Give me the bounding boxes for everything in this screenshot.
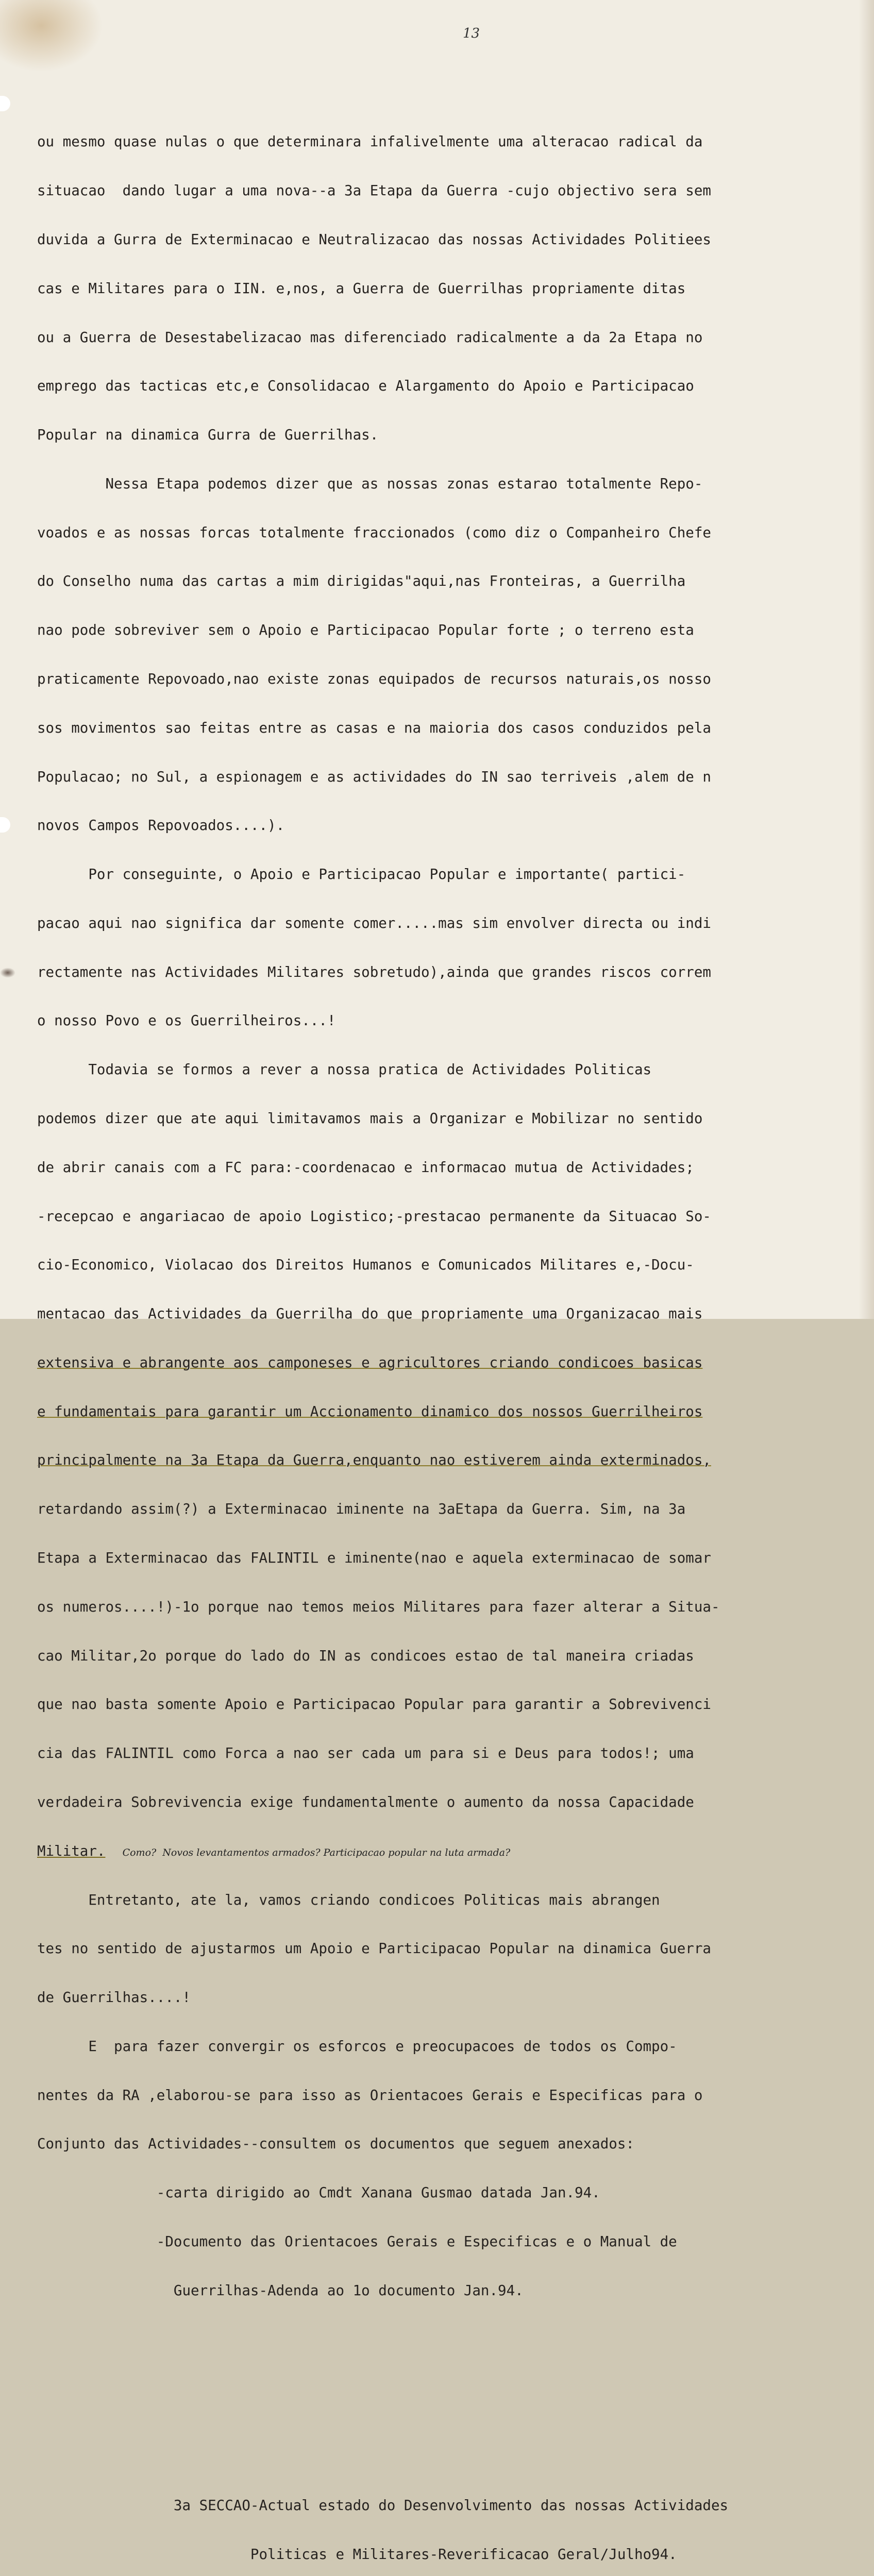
heading-line: Politicas e Militares-Reverificacao Geral/Julho94. (37, 2546, 677, 2563)
underlined-text-line: e fundamentais para garantir um Accionamento dinamico dos nossos Guerrilheiros (37, 1403, 703, 1420)
text-line: o nosso Povo e os Guerrilheiros...! (37, 1012, 336, 1029)
handwritten-note: Como? Novos levantamentos armados? Participacao popular na luta armada? (122, 1846, 511, 1858)
text-line: Populacao; no Sul, a espionagem e as actividades do IN sao terriveis ,alem de n (37, 768, 711, 785)
text-line-with-handwriting (37, 1843, 862, 1860)
text-line: cio-Economico, Violacao dos Direitos Humanos e Comunicados Militares e,-Docu- (37, 1257, 694, 1274)
text-line: nentes da RA ,elaborou-se para isso as Orientacoes Gerais e Especificas para o (37, 2087, 703, 2104)
text-line: Todavia se formos a rever a nossa pratica de Actividades Politicas (37, 1061, 652, 1078)
text-line: tes no sentido de ajustarmos um Apoio e Participacao Popular na dinamica Guerra (37, 1940, 711, 1957)
text-line: retardando assim(?) a Exterminacao iminente na 3aEtapa da Guerra. Sim, na 3a (37, 1501, 686, 1518)
text-line: duvida a Gurra de Exterminacao e Neutralizacao das nossas Actividades Politiees (37, 231, 711, 248)
heading-line: 3a SECCAO-Actual estado do Desenvolvimento das nossas Actividades (37, 2497, 729, 2514)
text-line: nao pode sobreviver sem o Apoio e Participacao Popular forte ; o terreno esta (37, 622, 694, 639)
text-line: sos movimentos sao feitas entre as casas e na maioria dos casos conduzidos pela (37, 719, 711, 736)
text-line: do Conselho numa das cartas a mim dirigidas"aqui,nas Fronteiras, a Guerrilha (37, 573, 686, 590)
text-line: ou mesmo quase nulas o que determinara infalivelmente uma alteracao radical da (37, 133, 703, 150)
text-line: -recepcao e angariacao de apoio Logistico;-prestacao permanente da Situacao So- (37, 1208, 711, 1225)
text-line: Nessa Etapa podemos dizer que as nossas zonas estarao totalmente Repo- (37, 475, 703, 492)
text-fragment: Militar. (37, 1842, 106, 1859)
text-line: Popular na dinamica Gurra de Guerrilhas. (37, 427, 379, 444)
text-line: Entretanto, ate la, vamos criando condicoes Politicas mais abrangen (37, 1891, 660, 1908)
text-line: cas e Militares para o IIN. e,nos, a Guerra de Guerrilhas propriamente ditas (37, 280, 686, 297)
text-line: de abrir canais com a FC para:-coordenacao e informacao mutua de Actividades; (37, 1159, 694, 1176)
text-line: -carta dirigido ao Cmdt Xanana Gusmao datada Jan.94. (37, 2184, 600, 2201)
text-line: voados e as nossas forcas totalmente fraccionados (como diz o Companheiro Chefe (37, 524, 711, 541)
text-line: Conjunto das Actividades--consultem os documentos que seguem anexados: (37, 2136, 634, 2153)
text-line: rectamente nas Actividades Militares sobretudo),ainda que grandes riscos correm (37, 963, 711, 980)
text-line: cao Militar,2o porque do lado do IN as condicoes estao de tal maneira criadas (37, 1647, 694, 1664)
text-line: E para fazer convergir os esforcos e preocupacoes de todos os Compo- (37, 2038, 677, 2055)
section-gap (37, 2380, 862, 2416)
text-line: emprego das tacticas etc,e Consolidacao e Alargamento do Apoio e Participacao (37, 378, 694, 395)
body-top (37, 101, 862, 2331)
text-line: ou a Guerra de Desestabelizacao mas diferenciado radicalmente a da 2a Etapa no (37, 329, 703, 346)
text-line: de Guerrilhas....! (37, 1989, 191, 2006)
text-line: que nao basta somente Apoio e Participacao Popular para garantir a Sobrevivenci (37, 1696, 711, 1713)
typed-text-body (37, 69, 862, 2576)
text-line: mentacao das Actividades da Guerrilha do que propriamente uma Organizacao mais (37, 1306, 703, 1323)
punch-hole (0, 817, 10, 833)
section-heading (37, 2465, 862, 2576)
text-line: praticamente Repovoado,nao existe zonas equipados de recursos naturais,os nosso (37, 670, 711, 687)
page-number: 13 (463, 26, 480, 41)
text-line: situacao dando lugar a uma nova--a 3a Etapa da Guerra -cujo objectivo sera sem (37, 182, 711, 199)
underlined-text-line: extensiva e abrangente aos camponeses e agricultores criando condicoes basicas (37, 1354, 703, 1371)
text-line: Por conseguinte, o Apoio e Participacao Popular e importante( partici- (37, 866, 686, 883)
text-line: novos Campos Repovoados....). (37, 817, 285, 834)
underlined-text-line: principalmente na 3a Etapa da Guerra,enquanto nao estiverem ainda exterminados, (37, 1452, 711, 1469)
text-line: Guerrilhas-Adenda ao 1o documento Jan.94. (37, 2282, 524, 2299)
punch-hole (0, 96, 10, 111)
text-line: verdadeira Sobrevivencia exige fundamentalmente o aumento da nossa Capacidade (37, 1793, 694, 1810)
text-line: Etapa a Exterminacao das FALINTIL e iminente(nao e aquela exterminacao de somar (37, 1550, 711, 1567)
paper-stain (0, 0, 103, 72)
text-line: os numeros....!)-1o porque nao temos meios Militares para fazer alterar a Situa- (37, 1598, 720, 1615)
text-line: -Documento das Orientacoes Gerais e Especificas e o Manual de (37, 2233, 677, 2250)
text-line: podemos dizer que ate aqui limitavamos mais a Organizar e Mobilizar no sentido (37, 1110, 703, 1127)
ink-smudge (0, 968, 15, 978)
text-line: cia das FALINTIL como Forca a nao ser cada um para si e Deus para todos!; uma (37, 1745, 694, 1762)
text-line: pacao aqui nao significa dar somente comer.....mas sim envolver directa ou indi (37, 914, 711, 931)
